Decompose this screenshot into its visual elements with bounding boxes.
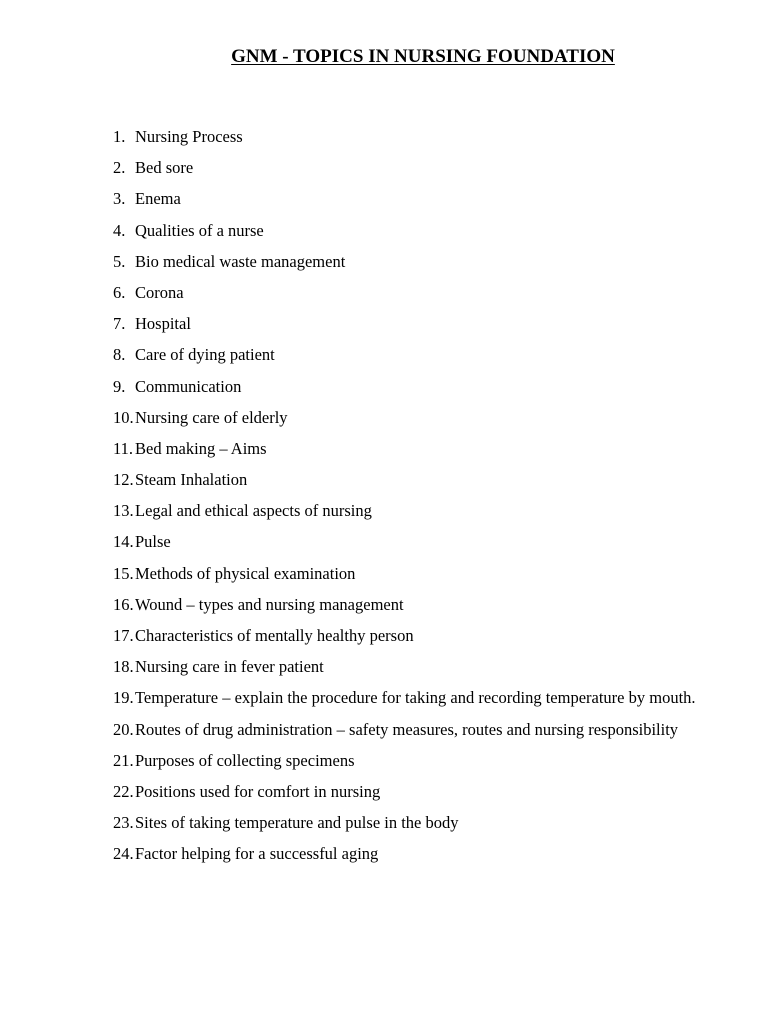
list-item-text: Bed sore [135, 158, 194, 178]
list-item-text: Nursing care in fever patient [135, 657, 324, 677]
list-item-number: 7. [113, 314, 126, 334]
list-item [113, 842, 696, 873]
list-item-text: Routes of drug administration – safety measures, routes and nursing responsibility [135, 719, 679, 739]
list-item-number: 10. [113, 407, 134, 427]
document-title: GNM - TOPICS IN NURSING FOUNDATION [231, 46, 615, 67]
list-item-text: Hospital [135, 314, 191, 334]
list-item-text: Corona [135, 282, 184, 302]
list-item-text: Sites of taking temperature and pulse in the body [135, 813, 459, 833]
list-item-number: 14. [113, 532, 134, 552]
list-item-number: 21. [113, 750, 134, 770]
list-item [113, 749, 696, 780]
list-item [113, 250, 696, 281]
list-item-text: Wound – types and nursing management [135, 594, 404, 614]
list-item-text: Purposes of collecting specimens [135, 750, 355, 770]
list-item-text: Enema [135, 189, 181, 209]
list-item-number: 12. [113, 470, 134, 490]
list-item-number: 8. [113, 345, 126, 365]
list-item-text: Steam Inhalation [135, 470, 248, 490]
list-item [113, 499, 696, 530]
list-item-number: 18. [113, 657, 134, 677]
list-item-text: Pulse [135, 532, 171, 552]
topic-list [113, 125, 696, 874]
list-item [113, 780, 696, 811]
list-item-number: 13. [113, 501, 134, 521]
list-item-text: Legal and ethical aspects of nursing [135, 501, 372, 521]
list-item [113, 281, 696, 312]
list-item [113, 593, 696, 624]
list-item-number: 24. [113, 844, 134, 864]
list-item-number: 19. [113, 688, 134, 708]
list-item [113, 406, 696, 437]
list-item [113, 343, 696, 374]
list-item [113, 686, 696, 717]
list-item [113, 718, 696, 749]
list-item-text: Characteristics of mentally healthy person [135, 626, 414, 645]
list-item-number: 16. [113, 594, 134, 614]
list-item [113, 156, 696, 187]
list-item-number: 11. [113, 438, 134, 458]
list-item [113, 655, 696, 686]
list-item-text: Nursing Process [135, 127, 243, 146]
list-item-number: 9. [113, 376, 126, 396]
list-item-number: 23. [113, 813, 134, 833]
list-item [113, 187, 696, 218]
list-item [113, 312, 696, 343]
list-item [113, 562, 696, 593]
list-item-number: 22. [113, 781, 134, 801]
list-item-text: Methods of physical examination [135, 563, 356, 583]
list-item-text: Nursing care of elderly [135, 407, 288, 427]
list-item [113, 811, 696, 842]
list-item-number: 4. [113, 220, 126, 240]
list-item-text: Temperature – explain the procedure for taking and recording temperature by mouth. [135, 688, 696, 708]
list-item [113, 437, 696, 468]
list-item [113, 468, 696, 499]
list-item-text: Positions used for comfort in nursing [135, 781, 381, 801]
list-item-number: 17. [113, 626, 134, 645]
list-item [113, 375, 696, 406]
list-item-number: 20. [113, 719, 134, 739]
list-item [113, 624, 696, 655]
list-item [113, 530, 696, 561]
list-item-number: 1. [113, 127, 126, 146]
list-item-text: Factor helping for a successful aging [135, 844, 379, 864]
list-item-text: Bio medical waste management [135, 251, 346, 271]
list-item-text: Communication [135, 376, 242, 396]
list-item [113, 125, 696, 156]
list-item-number: 15. [113, 563, 134, 583]
list-item-text: Bed making – Aims [135, 438, 267, 458]
list-item-number: 3. [113, 189, 126, 209]
list-item-number: 5. [113, 251, 126, 271]
list-item-text: Qualities of a nurse [135, 220, 264, 240]
list-item [113, 219, 696, 250]
list-item-number: 2. [113, 158, 126, 178]
list-item-text: Care of dying patient [135, 345, 275, 365]
list-item-number: 6. [113, 282, 126, 302]
